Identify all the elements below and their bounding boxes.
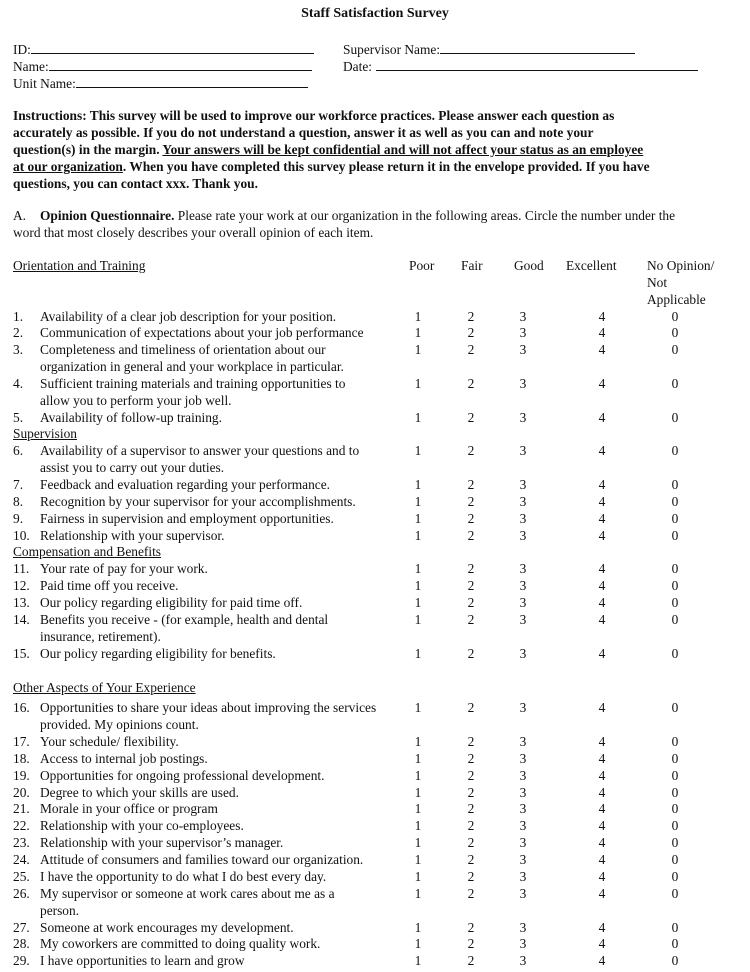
rating-option[interactable]: 3 (519, 818, 527, 833)
rating-option[interactable]: 4 (598, 785, 606, 800)
rating-option[interactable]: 1 (414, 511, 422, 526)
rating-option[interactable]: 1 (414, 578, 422, 593)
question-number: 13. (13, 595, 30, 610)
rating-option[interactable]: 2 (467, 700, 475, 715)
rating-option[interactable]: 1 (414, 443, 422, 458)
rating-option[interactable]: 0 (671, 818, 679, 833)
rating-option[interactable]: 2 (467, 785, 475, 800)
rating-option[interactable]: 0 (671, 511, 679, 526)
rating-option[interactable]: 4 (598, 325, 606, 340)
question-number: 15. (13, 646, 30, 661)
question-text: Your schedule/ flexibility. (40, 734, 179, 749)
id-input-line[interactable] (31, 40, 314, 54)
section-a-text: Please rate your work at our organization in the following areas. Circle the number under the word that most closely describes your overall opinion of each item. (13, 208, 676, 240)
rating-option[interactable]: 4 (598, 886, 606, 901)
header-not: Not (647, 275, 668, 290)
instructions-return-text: . When you have completed this survey please return it in the envelope provided. If you have questions, you can contact xxx. Thank you. (13, 159, 650, 191)
rating-option[interactable]: 1 (414, 852, 422, 867)
id-label: ID: (13, 42, 31, 57)
header-no-opinion: No Opinion/ (647, 258, 715, 273)
rating-option[interactable]: 3 (519, 936, 527, 951)
question-number: 21. (13, 801, 30, 816)
rating-option[interactable]: 2 (467, 443, 475, 458)
rating-option[interactable]: 2 (467, 835, 475, 850)
question-text: Fairness in supervision and employment opportunities. (40, 511, 334, 526)
rating-option[interactable]: 2 (467, 953, 475, 968)
rating-option[interactable]: 3 (519, 785, 527, 800)
rating-option[interactable]: 1 (414, 936, 422, 951)
rating-option[interactable]: 0 (671, 309, 679, 324)
rating-option[interactable]: 3 (519, 886, 527, 901)
rating-option[interactable]: 3 (519, 494, 527, 509)
rating-option[interactable]: 1 (414, 835, 422, 850)
question-number: 17. (13, 734, 30, 749)
question-number: 5. (13, 410, 24, 425)
question-number: 28. (13, 936, 30, 951)
name-field[interactable] (13, 57, 312, 75)
header-poor: Poor (409, 258, 435, 273)
question-number: 14. (13, 612, 30, 627)
rating-option[interactable]: 4 (598, 342, 606, 357)
rating-option[interactable]: 0 (671, 785, 679, 800)
rating-option[interactable]: 0 (671, 886, 679, 901)
rating-option[interactable]: 1 (414, 528, 422, 543)
rating-option[interactable]: 0 (671, 835, 679, 850)
question-text: Opportunities for ongoing professional development. (40, 768, 325, 783)
question-text: Availability of a supervisor to answer your questions and to (40, 443, 360, 458)
question-text: Relationship with your supervisor’s manager. (40, 835, 284, 850)
question-text-continued: provided. My opinions count. (40, 717, 199, 732)
confidentiality-note: Your answers will be kept confidential and will not affect your status as an employee at our organization (13, 142, 644, 174)
question-number: 29. (13, 953, 30, 968)
question-number: 1. (13, 309, 24, 324)
section-a-intro (13, 207, 693, 241)
instructions-text: Instructions: This survey will be used to improve our workforce practices. Please answer each question as accurately as possible. If you do not understand a question, answer it as well as you can and note your question(s) in the margin. (13, 108, 615, 157)
question-text: Relationship with your co-employees. (40, 818, 244, 833)
rating-option[interactable]: 3 (519, 443, 527, 458)
question-number: 11. (13, 561, 30, 576)
question-text-continued: insurance, retirement). (40, 629, 161, 644)
rating-option[interactable]: 0 (671, 376, 679, 391)
rating-option[interactable]: 1 (414, 751, 422, 766)
rating-option[interactable]: 0 (671, 410, 679, 425)
unit-name-input-line[interactable] (76, 74, 308, 88)
rating-option[interactable]: 4 (598, 443, 606, 458)
question-number: 27. (13, 920, 30, 935)
date-label: Date: (343, 59, 372, 74)
rating-option[interactable]: 1 (414, 342, 422, 357)
rating-option[interactable]: 4 (598, 801, 606, 816)
question-text: Access to internal job postings. (40, 751, 208, 766)
supervisor-name-label: Supervisor Name: (343, 42, 441, 57)
rating-option[interactable]: 1 (414, 700, 422, 715)
unit-name-label: Unit Name: (13, 76, 76, 91)
rating-option[interactable]: 2 (467, 852, 475, 867)
rating-option[interactable]: 2 (467, 578, 475, 593)
rating-option[interactable]: 1 (414, 612, 422, 627)
section-title: Supervision (13, 426, 77, 441)
rating-option[interactable]: 4 (598, 511, 606, 526)
rating-option[interactable]: 3 (519, 852, 527, 867)
rating-option[interactable]: 3 (519, 595, 527, 610)
header-excellent: Excellent (566, 258, 617, 273)
rating-option[interactable]: 2 (467, 646, 475, 661)
question-text: My coworkers are committed to doing quality work. (40, 936, 321, 951)
rating-option[interactable]: 0 (671, 869, 679, 884)
rating-option[interactable]: 4 (598, 936, 606, 951)
rating-option[interactable]: 4 (598, 410, 606, 425)
rating-option[interactable]: 1 (414, 595, 422, 610)
rating-option[interactable]: 0 (671, 561, 679, 576)
rating-option[interactable]: 4 (598, 477, 606, 492)
question-text: Our policy regarding eligibility for paid time off. (40, 595, 303, 610)
rating-option[interactable]: 4 (598, 852, 606, 867)
rating-option[interactable]: 0 (671, 342, 679, 357)
header-fair: Fair (461, 258, 483, 273)
rating-option[interactable]: 1 (414, 410, 422, 425)
question-number: 23. (13, 835, 30, 850)
rating-option[interactable]: 0 (671, 612, 679, 627)
question-text: I have the opportunity to do what I do best every day. (40, 869, 327, 884)
unit-name-field[interactable] (13, 74, 308, 92)
question-text-continued: assist you to carry out your duties. (40, 460, 225, 475)
rating-option[interactable]: 0 (671, 646, 679, 661)
question-text: Paid time off you receive. (40, 578, 179, 593)
rating-option[interactable]: 3 (519, 801, 527, 816)
rating-option[interactable]: 1 (414, 818, 422, 833)
question-text: Benefits you receive - (for example, health and dental (40, 612, 329, 627)
rating-option[interactable]: 0 (671, 443, 679, 458)
rating-option[interactable]: 2 (467, 528, 475, 543)
section-title: Orientation and Training (13, 258, 146, 273)
question-text: Relationship with your supervisor. (40, 528, 225, 543)
rating-option[interactable]: 1 (414, 646, 422, 661)
rating-option[interactable]: 1 (414, 376, 422, 391)
rating-option[interactable]: 3 (519, 835, 527, 850)
rating-option[interactable]: 1 (414, 561, 422, 576)
rating-option[interactable]: 4 (598, 768, 606, 783)
rating-option[interactable]: 0 (671, 578, 679, 593)
rating-option[interactable]: 4 (598, 309, 606, 324)
rating-option[interactable]: 3 (519, 528, 527, 543)
rating-option[interactable]: 3 (519, 511, 527, 526)
section-a-heading: Opinion Questionnaire. (40, 208, 175, 223)
rating-option[interactable]: 1 (414, 920, 422, 935)
question-number: 16. (13, 700, 30, 715)
rating-option[interactable]: 4 (598, 646, 606, 661)
rating-option[interactable]: 1 (414, 869, 422, 884)
rating-option[interactable]: 0 (671, 528, 679, 543)
rating-option[interactable]: 0 (671, 700, 679, 715)
rating-option[interactable]: 4 (598, 612, 606, 627)
rating-option[interactable]: 3 (519, 309, 527, 324)
rating-option[interactable]: 0 (671, 494, 679, 509)
name-label: Name: (13, 59, 49, 74)
rating-option[interactable]: 0 (671, 920, 679, 935)
question-text: Degree to which your skills are used. (40, 785, 239, 800)
question-text-continued: organization in general and your workplace in particular. (40, 359, 344, 374)
rating-option[interactable]: 0 (671, 734, 679, 749)
question-text: Availability of follow-up training. (40, 410, 222, 425)
question-number: 6. (13, 443, 24, 458)
rating-option[interactable]: 4 (598, 953, 606, 968)
rating-option[interactable]: 3 (519, 342, 527, 357)
rating-option[interactable]: 0 (671, 325, 679, 340)
rating-option[interactable]: 3 (519, 953, 527, 968)
question-number: 9. (13, 511, 24, 526)
question-text: Recognition by your supervisor for your accomplishments. (40, 494, 356, 509)
question-number: 24. (13, 852, 30, 867)
rating-option[interactable]: 3 (519, 869, 527, 884)
rating-option[interactable]: 3 (519, 646, 527, 661)
rating-option[interactable]: 4 (598, 734, 606, 749)
rating-option[interactable]: 4 (598, 920, 606, 935)
date-field[interactable] (343, 57, 698, 75)
question-text: My supervisor or someone at work cares about me as a (40, 886, 335, 901)
rating-option[interactable]: 0 (671, 852, 679, 867)
rating-option[interactable]: 2 (467, 612, 475, 627)
rating-option[interactable]: 1 (414, 325, 422, 340)
question-text: Your rate of pay for your work. (40, 561, 208, 576)
question-text: Availability of a clear job description for your position. (40, 309, 337, 324)
rating-option[interactable]: 4 (598, 376, 606, 391)
rating-option[interactable]: 4 (598, 528, 606, 543)
supervisor-name-input-line[interactable] (440, 40, 635, 54)
question-number: 12. (13, 578, 30, 593)
rating-option[interactable]: 2 (467, 801, 475, 816)
rating-option[interactable]: 3 (519, 920, 527, 935)
question-number: 19. (13, 768, 30, 783)
question-text-continued: allow you to perform your job well. (40, 393, 232, 408)
question-text: Opportunities to share your ideas about improving the services (40, 700, 377, 715)
rating-option[interactable]: 2 (467, 494, 475, 509)
header-applicable: Applicable (647, 292, 706, 307)
rating-option[interactable]: 0 (671, 751, 679, 766)
question-text: Feedback and evaluation regarding your performance. (40, 477, 331, 492)
rating-option[interactable]: 3 (519, 376, 527, 391)
question-text: I have opportunities to learn and grow (40, 953, 245, 968)
rating-option[interactable]: 4 (598, 818, 606, 833)
rating-option[interactable]: 2 (467, 410, 475, 425)
rating-option[interactable]: 1 (414, 785, 422, 800)
question-text-continued: person. (40, 903, 80, 918)
id-field[interactable] (13, 40, 314, 58)
rating-option[interactable]: 2 (467, 309, 475, 324)
rating-option[interactable]: 0 (671, 936, 679, 951)
instructions (13, 107, 653, 192)
rating-option[interactable]: 2 (467, 342, 475, 357)
question-number: 8. (13, 494, 24, 509)
rating-option[interactable]: 0 (671, 595, 679, 610)
rating-option[interactable]: 2 (467, 561, 475, 576)
rating-option[interactable]: 3 (519, 700, 527, 715)
rating-option[interactable]: 1 (414, 801, 422, 816)
rating-option[interactable]: 1 (414, 477, 422, 492)
question-text: Sufficient training materials and training opportunities to (40, 376, 346, 391)
question-text: Completeness and timeliness of orientation about our (40, 342, 326, 357)
section-a-letter: A. (13, 208, 27, 223)
rating-option[interactable]: 2 (467, 511, 475, 526)
rating-option[interactable]: 1 (414, 886, 422, 901)
date-input-line[interactable] (376, 57, 698, 71)
rating-option[interactable]: 2 (467, 734, 475, 749)
rating-option[interactable]: 4 (598, 578, 606, 593)
rating-option[interactable]: 0 (671, 768, 679, 783)
question-number: 2. (13, 325, 24, 340)
rating-option[interactable]: 4 (598, 595, 606, 610)
rating-option[interactable]: 1 (414, 953, 422, 968)
rating-option[interactable]: 3 (519, 612, 527, 627)
rating-option[interactable]: 3 (519, 578, 527, 593)
rating-option[interactable]: 4 (598, 494, 606, 509)
page-title: Staff Satisfaction Survey (301, 6, 449, 21)
question-number: 26. (13, 886, 30, 901)
question-number: 20. (13, 785, 30, 800)
rating-option[interactable]: 1 (414, 494, 422, 509)
rating-option[interactable]: 2 (467, 376, 475, 391)
rating-option[interactable]: 1 (414, 768, 422, 783)
rating-option[interactable]: 0 (671, 953, 679, 968)
rating-option[interactable]: 3 (519, 751, 527, 766)
question-number: 3. (13, 342, 24, 357)
rating-option[interactable]: 3 (519, 768, 527, 783)
question-text: Attitude of consumers and families toward our organization. (40, 852, 364, 867)
question-number: 7. (13, 477, 24, 492)
rating-option[interactable]: 4 (598, 835, 606, 850)
rating-option[interactable]: 3 (519, 561, 527, 576)
rating-option[interactable]: 2 (467, 936, 475, 951)
question-number: 22. (13, 818, 30, 833)
rating-option[interactable]: 2 (467, 477, 475, 492)
section-title: Compensation and Benefits (13, 544, 162, 559)
rating-option[interactable]: 2 (467, 768, 475, 783)
rating-option[interactable]: 4 (598, 869, 606, 884)
question-number: 18. (13, 751, 30, 766)
rating-option[interactable]: 4 (598, 561, 606, 576)
rating-option[interactable]: 2 (467, 818, 475, 833)
name-input-line[interactable] (49, 57, 312, 71)
rating-option[interactable]: 4 (598, 751, 606, 766)
header-good: Good (514, 258, 544, 273)
question-text: Our policy regarding eligibility for benefits. (40, 646, 276, 661)
rating-option[interactable]: 0 (671, 477, 679, 492)
supervisor-name-field[interactable] (343, 40, 635, 58)
rating-option[interactable]: 1 (414, 734, 422, 749)
question-text: Communication of expectations about your job performance (40, 325, 364, 340)
question-number: 4. (13, 376, 24, 391)
rating-option[interactable]: 0 (671, 801, 679, 816)
rating-option[interactable]: 2 (467, 751, 475, 766)
rating-option[interactable]: 1 (414, 309, 422, 324)
rating-option[interactable]: 4 (598, 700, 606, 715)
rating-option[interactable]: 3 (519, 734, 527, 749)
rating-option[interactable]: 2 (467, 325, 475, 340)
rating-option[interactable]: 2 (467, 869, 475, 884)
rating-option[interactable]: 3 (519, 410, 527, 425)
rating-option[interactable]: 3 (519, 477, 527, 492)
question-number: 10. (13, 528, 30, 543)
rating-option[interactable]: 2 (467, 595, 475, 610)
rating-option[interactable]: 3 (519, 325, 527, 340)
question-text: Morale in your office or program (40, 801, 218, 816)
question-number: 25. (13, 869, 30, 884)
section-title: Other Aspects of Your Experience (13, 680, 196, 695)
question-text: Someone at work encourages my development. (40, 920, 294, 935)
rating-option[interactable]: 2 (467, 920, 475, 935)
rating-option[interactable]: 2 (467, 886, 475, 901)
